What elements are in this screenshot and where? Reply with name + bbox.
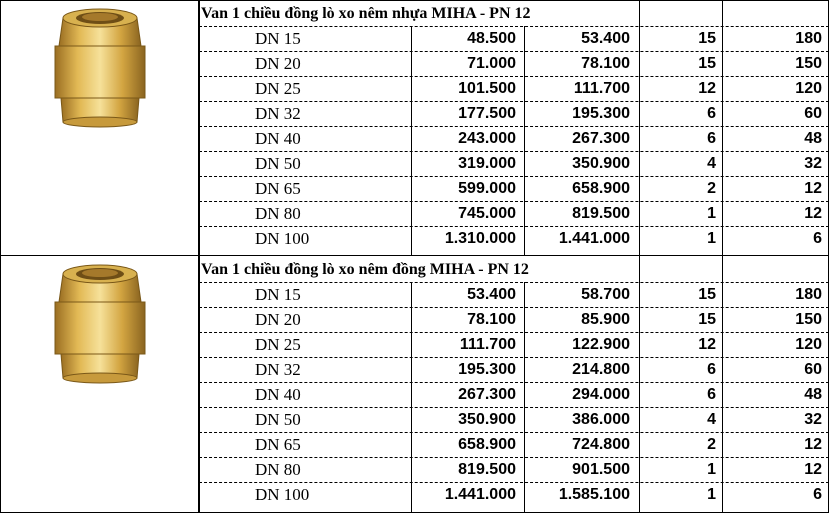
size-cell: DN 65	[255, 179, 301, 198]
price-cell-2: 85.900	[581, 311, 630, 328]
qty-cell-2: 12	[804, 180, 822, 197]
price-cell-2: 724.800	[572, 436, 630, 453]
qty-cell-2: 12	[804, 436, 822, 453]
price-cell-2: 819.500	[572, 205, 630, 222]
qty-cell-1: 6	[707, 105, 716, 122]
qty-cell-1: 15	[698, 311, 716, 328]
price-cell-1: 78.100	[467, 311, 516, 328]
qty-cell-2: 6	[813, 230, 822, 247]
price-cell-2: 658.900	[572, 180, 630, 197]
price-cell-2: 53.400	[581, 30, 630, 47]
qty-cell-1: 4	[707, 411, 716, 428]
qty-cell-2: 150	[795, 55, 822, 72]
table-row	[199, 357, 829, 382]
qty-cell-1: 4	[707, 155, 716, 172]
product-block	[0, 256, 829, 513]
qty-cell-2: 120	[795, 80, 822, 97]
size-cell: DN 50	[255, 154, 301, 173]
price-cell-2: 350.900	[572, 155, 630, 172]
price-cell-1: 267.300	[458, 386, 516, 403]
qty-cell-1: 1	[707, 230, 716, 247]
product-image-cell	[0, 256, 199, 513]
table-row	[199, 26, 829, 51]
price-cell-1: 350.900	[458, 411, 516, 428]
table-row	[199, 51, 829, 76]
price-cell-2: 214.800	[572, 361, 630, 378]
size-cell: DN 15	[255, 29, 301, 48]
qty-cell-1: 1	[707, 486, 716, 503]
size-cell: DN 32	[255, 104, 301, 123]
qty-cell-1: 2	[707, 436, 716, 453]
size-cell: DN 65	[255, 435, 301, 454]
table-row	[199, 432, 829, 457]
price-cell-1: 195.300	[458, 361, 516, 378]
product-block	[0, 0, 829, 256]
qty-cell-2: 48	[804, 386, 822, 403]
price-cell-1: 177.500	[458, 105, 516, 122]
qty-cell-1: 15	[698, 55, 716, 72]
qty-cell-2: 150	[795, 311, 822, 328]
size-cell: DN 20	[255, 54, 301, 73]
qty-cell-2: 32	[804, 155, 822, 172]
table-row	[199, 226, 829, 251]
product-title: Van 1 chiều đồng lò xo nêm đồng MIHA - PN 12	[201, 261, 529, 278]
qty-cell-2: 12	[804, 205, 822, 222]
price-cell-2: 111.700	[573, 80, 630, 97]
table-row	[199, 457, 829, 482]
table-row	[199, 126, 829, 151]
size-cell: DN 100	[255, 485, 310, 504]
price-cell-1: 1.310.000	[444, 230, 516, 247]
price-cell-1: 71.000	[467, 55, 516, 72]
price-cell-1: 1.441.000	[444, 486, 516, 503]
qty-cell-1: 1	[707, 205, 716, 222]
qty-cell-1: 15	[698, 30, 716, 47]
qty-cell-1: 15	[698, 286, 716, 303]
price-cell-2: 58.700	[581, 286, 630, 303]
size-cell: DN 40	[255, 129, 301, 148]
brass-check-valve-image	[45, 0, 155, 130]
price-cell-2: 122.900	[572, 336, 630, 353]
size-cell: DN 40	[255, 385, 301, 404]
price-cell-1: 111.700	[459, 336, 516, 353]
size-cell: DN 100	[255, 229, 310, 248]
brass-check-valve-image	[45, 256, 155, 386]
qty-cell-1: 1	[707, 461, 716, 478]
price-cell-1: 319.000	[458, 155, 516, 172]
table-row	[199, 407, 829, 432]
size-cell: DN 50	[255, 410, 301, 429]
price-cell-1: 101.500	[458, 80, 516, 97]
qty-cell-2: 180	[795, 30, 822, 47]
price-cell-1: 243.000	[458, 130, 516, 147]
table-row	[199, 382, 829, 407]
price-cell-2: 386.000	[572, 411, 630, 428]
price-cell-2: 78.100	[581, 55, 630, 72]
qty-cell-1: 6	[707, 361, 716, 378]
qty-cell-1: 6	[707, 386, 716, 403]
qty-cell-1: 12	[698, 80, 716, 97]
table-row	[199, 76, 829, 101]
price-cell-2: 195.300	[572, 105, 630, 122]
table-row	[199, 176, 829, 201]
size-cell: DN 20	[255, 310, 301, 329]
qty-cell-2: 180	[795, 286, 822, 303]
price-cell-2: 901.500	[572, 461, 630, 478]
qty-cell-1: 12	[698, 336, 716, 353]
price-cell-2: 1.441.000	[558, 230, 630, 247]
size-cell: DN 80	[255, 204, 301, 223]
qty-cell-2: 6	[813, 486, 822, 503]
size-cell: DN 25	[255, 79, 301, 98]
size-cell: DN 15	[255, 285, 301, 304]
size-cell: DN 80	[255, 460, 301, 479]
price-rows	[199, 282, 829, 513]
table-row	[199, 101, 829, 126]
price-cell-1: 48.500	[467, 30, 516, 47]
table-row	[199, 151, 829, 176]
table-row	[199, 201, 829, 226]
price-cell-1: 599.000	[458, 180, 516, 197]
qty-cell-1: 6	[707, 130, 716, 147]
qty-cell-1: 2	[707, 180, 716, 197]
table-row	[199, 282, 829, 307]
size-cell: DN 25	[255, 335, 301, 354]
price-cell-1: 819.500	[458, 461, 516, 478]
qty-cell-2: 60	[804, 105, 822, 122]
price-cell-2: 1.585.100	[558, 486, 630, 503]
qty-cell-2: 60	[804, 361, 822, 378]
product-title: Van 1 chiều đồng lò xo nêm nhựa MIHA - PN 12	[201, 5, 531, 22]
price-cell-1: 53.400	[467, 286, 516, 303]
price-rows	[199, 26, 829, 256]
table-row	[199, 332, 829, 357]
qty-cell-2: 32	[804, 411, 822, 428]
size-cell: DN 32	[255, 360, 301, 379]
qty-cell-2: 120	[795, 336, 822, 353]
price-cell-2: 267.300	[572, 130, 630, 147]
price-cell-1: 658.900	[458, 436, 516, 453]
qty-cell-2: 12	[804, 461, 822, 478]
qty-cell-2: 48	[804, 130, 822, 147]
product-image-cell	[0, 0, 199, 256]
price-cell-1: 745.000	[458, 205, 516, 222]
price-cell-2: 294.000	[572, 386, 630, 403]
table-row	[199, 482, 829, 507]
table-row	[199, 307, 829, 332]
